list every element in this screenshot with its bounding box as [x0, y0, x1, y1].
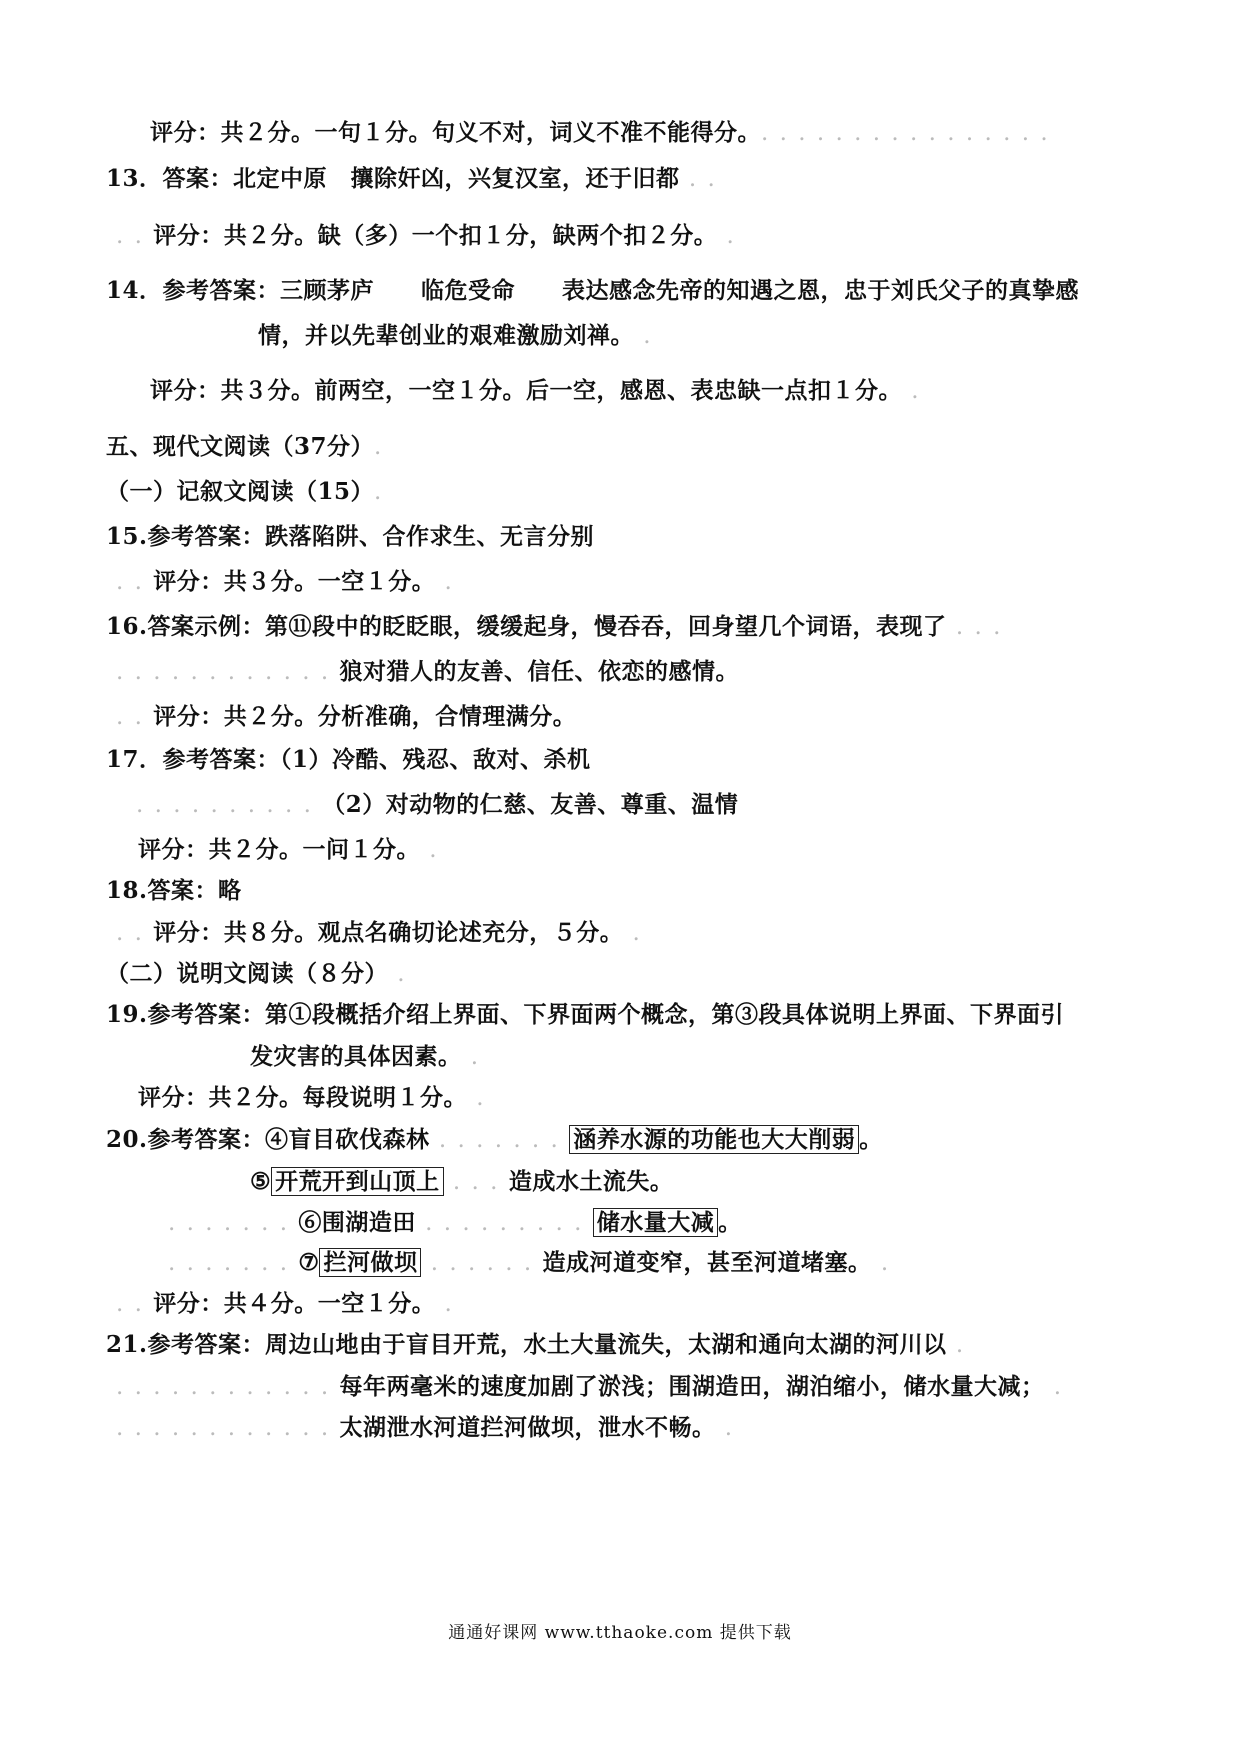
- scoring-note-19-text: 评分：共２分。每段说明１分。: [138, 1084, 467, 1111]
- answer-18: [106, 876, 242, 906]
- scoring-note-16: . . 评分：共２分。分析准确，合情理满分。: [116, 703, 577, 730]
- answer-21-continued-1: . . . . . . . . . . . . 每年两毫米的速度加剧了淤浅；围湖造田，湖泊缩小，储水量大减； .: [116, 1373, 1064, 1400]
- scoring-note-20: . . 评分：共４分。一空１分。 .: [116, 1290, 454, 1317]
- answer-21-continued-2: . . . . . . . . . . . . 太湖泄水河道拦河做坝，泄水不畅。 .: [116, 1414, 735, 1441]
- answer-20-row-2-effect: 造成水土流失。: [508, 1168, 674, 1195]
- answer-20-row-4-cause: 拦河做坝: [319, 1248, 421, 1277]
- scoring-note-14: 评分：共３分。前两空，一空１分。后一空，感恩、表忠缺一点扣１分。 .: [150, 377, 921, 404]
- answer-21-continued-1-text: 每年两毫米的速度加剧了淤浅；围湖造田，湖泊缩小，储水量大减；: [339, 1373, 1045, 1400]
- scoring-note-15-text: 评分：共３分。一空１分。: [153, 568, 436, 595]
- answer-20-row-2: ⑤ 开荒开到山顶上 . . . 造成水土流失。: [250, 1168, 674, 1195]
- answer-13-text: 13．答案：北定中原 攘除奸凶，兴复汉室，还于旧都: [106, 165, 680, 192]
- scoring-note-13-text: 评分：共２分。缺（多）一个扣１分，缺两个扣２分。: [153, 222, 718, 249]
- scoring-note-13: . . 评分：共２分。缺（多）一个扣１分，缺两个扣２分。 .: [116, 222, 736, 249]
- answer-13: 13．答案：北定中原 攘除奸凶，兴复汉室，还于旧都 . .: [106, 165, 717, 192]
- scoring-note-17-text: 评分：共２分。一问１分。: [138, 836, 420, 863]
- scoring-note-18: . . 评分：共８分。观点名确切论述充分，５分。 .: [116, 919, 642, 946]
- answer-19-continued-text: 发灾害的具体因素。: [250, 1043, 462, 1070]
- answer-19-text: 19.参考答案：第①段概括介绍上界面、下界面两个概念，第③段具体说明上界面、下界面引: [106, 1001, 1065, 1028]
- scoring-note-14-text: 评分：共３分。前两空，一空１分。后一空，感恩、表忠缺一点扣１分。: [150, 377, 902, 404]
- scoring-note-17: 评分：共２分。一问１分。 .: [138, 836, 439, 863]
- scoring-note-20-text: 评分：共４分。一空１分。: [153, 1290, 436, 1317]
- answer-21-text: 21.参考答案：周边山地由于盲目开荒，水土大量流失，太湖和通向太湖的河川以: [106, 1331, 947, 1358]
- answer-20-row-2-number: ⑤: [250, 1168, 272, 1195]
- answer-20-row-4-effect: 造成河道变窄，甚至河道堵塞。: [542, 1249, 872, 1276]
- answer-14-text: 14．参考答案：三顾茅庐 临危受命 表达感念先帝的知遇之恩，忠于刘氏父子的真挚感: [106, 277, 1080, 304]
- answer-16-continued: . . . . . . . . . . . . 狼对猎人的友善、信任、依恋的感情。: [116, 658, 739, 685]
- scoring-note-12-text: 评分：共２分。一句１分。句义不对，词义不准不能得分。: [150, 119, 761, 146]
- answer-19: [106, 1000, 1064, 1030]
- answer-17: [106, 745, 591, 775]
- answer-20-row-1-end: 。: [859, 1126, 883, 1153]
- answer-17-text: 17．参考答案：（1）冷酷、残忍、敌对、杀机: [106, 746, 591, 773]
- answer-14-continued-text: 情，并以先辈创业的艰难激励刘禅。: [258, 322, 634, 349]
- scoring-note-15: . . 评分：共３分。一空１分。 .: [116, 568, 454, 595]
- answer-19-continued: 发灾害的具体因素。 .: [250, 1043, 481, 1070]
- answer-15: [106, 522, 594, 552]
- answer-16-continued-text: 狼对猎人的友善、信任、依恋的感情。: [339, 658, 739, 685]
- answer-16-text: 16.答案示例：第⑪段中的眨眨眼，缓缓起身，慢吞吞，回身望几个词语，表现了: [106, 613, 947, 640]
- answer-17-part-2-text: （2）对动物的仁慈、友善、尊重、温情: [322, 791, 739, 818]
- answer-15-text: 15.参考答案：跌落陷阱、合作求生、无言分别: [106, 523, 595, 550]
- answer-20-row-3-end: 。: [718, 1209, 742, 1236]
- scoring-note-16-text: 评分：共２分。分析准确，合情理满分。: [153, 703, 577, 730]
- answer-20-row-4-number: ⑦: [298, 1249, 320, 1276]
- subsection-heading-1-text: （一）记叙文阅读（15）: [106, 478, 375, 505]
- answer-20-row-1: 20.参考答案：④盲目砍伐森林 . . . . . . . 涵养水源的功能也大大削弱 。: [106, 1126, 883, 1153]
- answer-14: [106, 276, 1079, 306]
- scoring-note-12: 评分：共２分。一句１分。句义不对，词义不准不能得分。. . . . . . . . . . . . . . . .: [150, 119, 1050, 146]
- answer-17-part-2: . . . . . . . . . . （2）对动物的仁慈、友善、尊重、温情: [136, 791, 739, 818]
- answer-20-row-1-effect: 涵养水源的功能也大大削弱: [569, 1125, 859, 1154]
- answer-20-row-2-cause: 开荒开到山顶上: [271, 1167, 444, 1196]
- answer-21: 21.参考答案：周边山地由于盲目开荒，水土大量流失，太湖和通向太湖的河川以 .: [106, 1331, 966, 1358]
- scoring-note-18-text: 评分：共８分。观点名确切论述充分，５分。: [153, 919, 624, 946]
- answer-20-row-3: . . . . . . . ⑥围湖造田 . . . . . . . . . 储水量大减 。: [168, 1209, 742, 1236]
- answer-14-continued: 情，并以先辈创业的艰难激励刘禅。 .: [258, 322, 653, 349]
- answer-20-row-3-effect: 储水量大减: [593, 1208, 719, 1237]
- answer-20-row-3-cause: ⑥围湖造田: [298, 1209, 416, 1236]
- section-heading-5-text: 五、现代文阅读（37分）: [106, 433, 375, 460]
- answer-20-row-1-cause: 20.参考答案：④盲目砍伐森林: [106, 1126, 430, 1153]
- answer-18-text: 18.答案：略: [106, 877, 242, 904]
- answer-21-continued-2-text: 太湖泄水河道拦河做坝，泄水不畅。: [339, 1414, 716, 1441]
- scoring-note-19: 评分：共２分。每段说明１分。 .: [138, 1084, 486, 1111]
- subsection-heading-1: （一）记叙文阅读（15）.: [106, 478, 384, 505]
- answer-20-row-4: . . . . . . . ⑦ 拦河做坝 . . . . . . 造成河道变窄，甚至河道堵塞。 .: [168, 1249, 891, 1276]
- section-heading-5: 五、现代文阅读（37分）.: [106, 433, 384, 460]
- subsection-heading-2: （二）说明文阅读（８分） .: [106, 960, 407, 987]
- subsection-heading-2-text: （二）说明文阅读（８分）: [106, 960, 388, 987]
- answer-16: 16.答案示例：第⑪段中的眨眨眼，缓缓起身，慢吞吞，回身望几个词语，表现了 . . .: [106, 613, 1003, 640]
- download-footer: 通通好课网 www.tthaoke.com 提供下载: [448, 1623, 792, 1643]
